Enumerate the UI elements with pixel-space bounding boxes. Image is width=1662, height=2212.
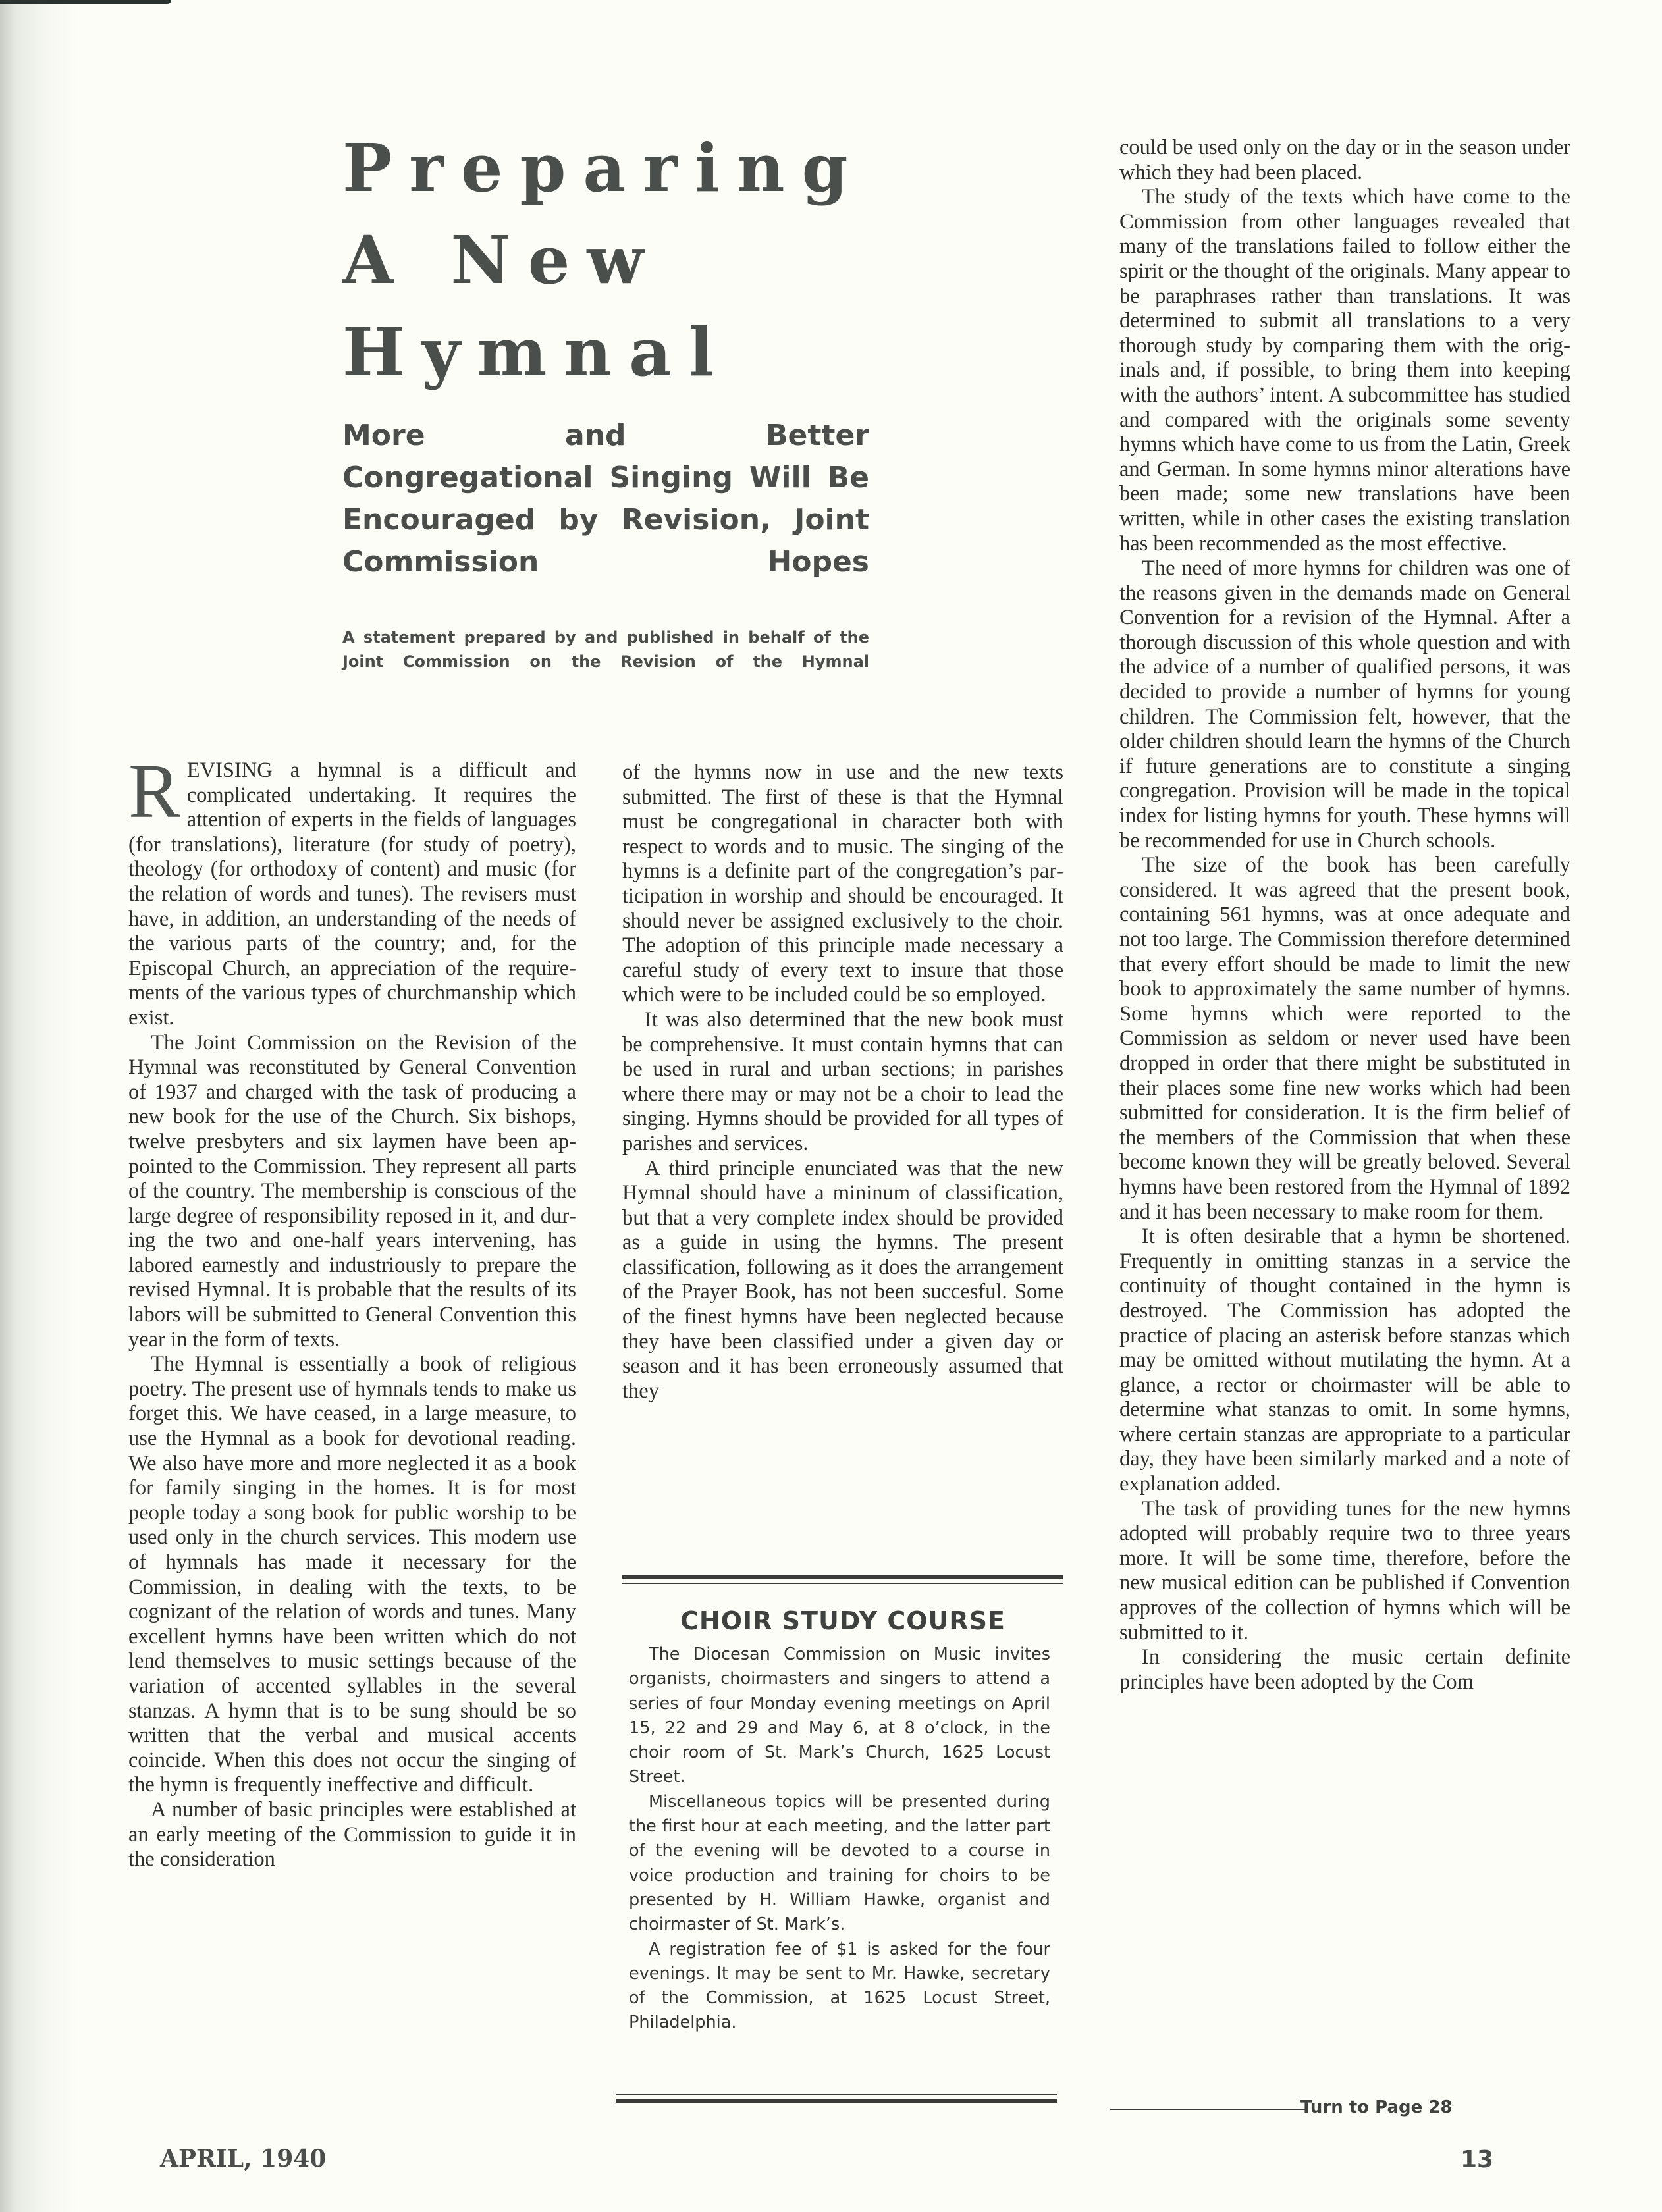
drop-cap: R	[128, 748, 180, 834]
sidebar-paragraph: A registration fee of $1 is asked for the four evenings. It may be sent to Mr. Hawke, secretary of the Commission, at 1625 Locust Street, Philadelphia.	[629, 1939, 1050, 2033]
article-paragraph: could be used only on the day or in the season under which they had been placed.	[1119, 136, 1570, 184]
sidebar-body	[629, 1643, 1050, 2036]
page-number: 13	[1461, 2146, 1494, 2173]
article-byline: A statement prepared by and published in behalf of the Joint Commission on the Revision of the Hymnal	[342, 628, 869, 671]
issue-date: APRIL, 1940	[160, 2145, 327, 2172]
sidebar-title: CHOIR STUDY COURSE	[680, 1606, 1005, 1635]
article-paragraph: The task of providing tunes for the new hymns adopted will probably require two to three years more. It will be some time, therefore, before the new musical edition can be published if Convention approves of the collection of hymns which will be submitted to it.	[1119, 1496, 1570, 1645]
article-title	[342, 122, 935, 398]
article-paragraph: The study of the texts which have come to the Commission from other languages revealed that many of the translations failed to follow either the spirit or the thought of the originals. Many appear to be paraphrases rather than translations. It was determined to submit all translations to a very thorough study by comparing them with the originals and, if possible, to bring them into keeping with the authors’ intent. A subcommittee has studied and compared with the originals some seventy hymns which have come to us from the Latin, Greek and German. In some hymns minor alterations have been made; some new translations have been written, while in other cases the existing translation has been recommended as the most effective.	[1119, 185, 1570, 556]
title-line: A New	[342, 221, 661, 299]
article-paragraph: The Joint Commission on the Revision of the Hymnal was reconstituted by General Convention of 1937 and charged with the task of producing a new book for the use of the Church. Six bishops, twelve presbyters and six laymen have been appointed to the Commission. They represent all parts of the country. The membership is conscious of the large degree of responsibility reposed in it, and during the two and one-half years intervening, has labored earnestly and industriously to prepare the revised Hymnal. It is probable that the results of its labors will be submitted to General Convention this year in the form of texts.	[128, 1030, 576, 1352]
page-edge	[0, 0, 171, 4]
article-paragraph: The need of more hymns for children was one of the reasons given in the demands made on General Convention for a revision of the Hymnal. After a thorough discussion of this whole question and with the advice of a number of qualified persons, it was decided to provide a number of hymns for young children. The Commission felt, however, that the older children should learn the hymns of the Church if future generations are to constitute a singing congregation. Provision will be made in the topical index for listing hymns for youth. These hymns will be recommended for use in Church schools.	[1119, 556, 1570, 853]
article-column-3	[1119, 136, 1570, 1695]
article-paragraph: A third principle enunciated was that the new Hymnal should have a mininum of classification, but that a very complete index should be provided as a guide in using the hymns. The present classification, following as it does the arrangement of the Prayer Book, has not been succesful. Some of the finest hymns have been neglected because they have been classified under a given day or season and it has been erroneously assumed that they	[622, 1156, 1063, 1403]
article-paragraph: A number of basic principles were established at an early meeting of the Commission to guide it in the consideration	[128, 1797, 576, 1872]
article-column-1	[128, 748, 576, 1872]
article-paragraph: of the hymns now in use and the new texts submitted. The first of these is that the Hymnal must be congregational in character both with respect to words and to music. The singing of the hymns is a definite part of the congregation’s participation in worship and should be encouraged. It should never be assigned exclusively to the choir. The adoption of this principle made necessary a careful study of every text to insure that those which were to be included could be so employed.	[622, 760, 1063, 1007]
article-paragraph: In considering the music certain definite principles have been adopted by the Com	[1119, 1645, 1570, 1694]
sidebar-paragraph: The Diocesan Commission on Music invites organists, choirmasters and singers to attend a series of four Monday evening meetings on April 15, 22 and 29 and May 6, at 8 o’clock, in the choir room of St. Mark’s Church, 1625 Locust Street.	[629, 1645, 1050, 1787]
sidebar-bottom-rule	[616, 2094, 1057, 2103]
continuation-rule	[1110, 2109, 1307, 2110]
article-subtitle: More and Better Congregational Singing Will Be Encouraged by Revision, Joint Commission Hopes	[342, 419, 869, 579]
page-gutter-shadow	[0, 0, 79, 2212]
article-paragraph: The Hymnal is essentially a book of religious poetry. The present use of hymnals tends to make us forget this. We have ceased, in a large measure, to use the Hymnal as a book for devotional reading. We also have more and more neglected it as a book for family singing in the homes. It is for most people today a song book for public worship to be used only in the church services. This modern use of hymnals has made it necessary for the Commission, in dealing with the texts, to be cognizant of the relation of words and tunes. Many excellent hymns have been written which do not lend themselves to music settings because of the variation of accented syllables in the several stanzas. A hymn that is to be sung should be so written that the verbal and musical accents coincide. When this does not occur the singing of the hymn is frequently ineffective and difficult.	[128, 1352, 576, 1797]
title-line: Preparing	[342, 129, 865, 207]
article-paragraph: It is often desirable that a hymn be shortened. Frequently in omitting stanzas in a service the continuity of thought contained in the hymn is destroyed. The Commission has adopted the practice of placing an asterisk before stanzas which may be omitted without mutilating the hymn. At a glance, a rector or choirmaster will be able to determine what stanzas to omit. In some hymns, where certain stanzas are appropriate to a particular day, they have been similarly marked and a note of explanation added.	[1119, 1224, 1570, 1496]
article-column-2	[622, 760, 1063, 1404]
article-paragraph: The size of the book has been carefully considered. It was agreed that the present book, containing 561 hymns, was at once adequate and not too large. The Commission therefore determined that every effort should be made to limit the new book to approximately the same number of hymns. Some hymns which were reported to the Commission as seldom or never used have been dropped in order that there might be substituted in their places some fine new works which had been submitted for consideration. It is the firm belief of the members of the Commission that when these become known they will be greatly beloved. Several hymns have been restored from the Hymnal of 1892 and it has been necessary to make room for them.	[1119, 853, 1570, 1224]
title-line: Hymnal	[342, 313, 731, 391]
article-paragraph: REVISING a hymnal is a difficult and complicated undertaking. It requires the attention of experts in the fields of languages (for translations), literature (for study of poetry), theology (for orthodoxy of content) and music (for the relation of words and tunes). The revisers must have, in addition, an understanding of the needs of the various parts of the country; and, for the Episcopal Church, an appreciation of the requirements of the various types of churchmanship which exist.	[128, 748, 576, 1030]
sidebar-paragraph: Miscellaneous topics will be presented during the first hour at each meeting, and the latter part of the evening will be devoted to a course in voice production and training for choirs to be presented by H. William Hawke, organist and choirmaster of St. Mark’s.	[629, 1791, 1050, 1935]
article-paragraph: It was also determined that the new book must be comprehensive. It must contain hymns that can be used in rural and urban sections; in parishes where there may or may not be a choir to lead the singing. Hymns should be provided for all types of parishes and services.	[622, 1007, 1063, 1155]
continuation-jump-link: Turn to Page 28	[1300, 2097, 1453, 2117]
sidebar-top-rule	[622, 1575, 1063, 1584]
